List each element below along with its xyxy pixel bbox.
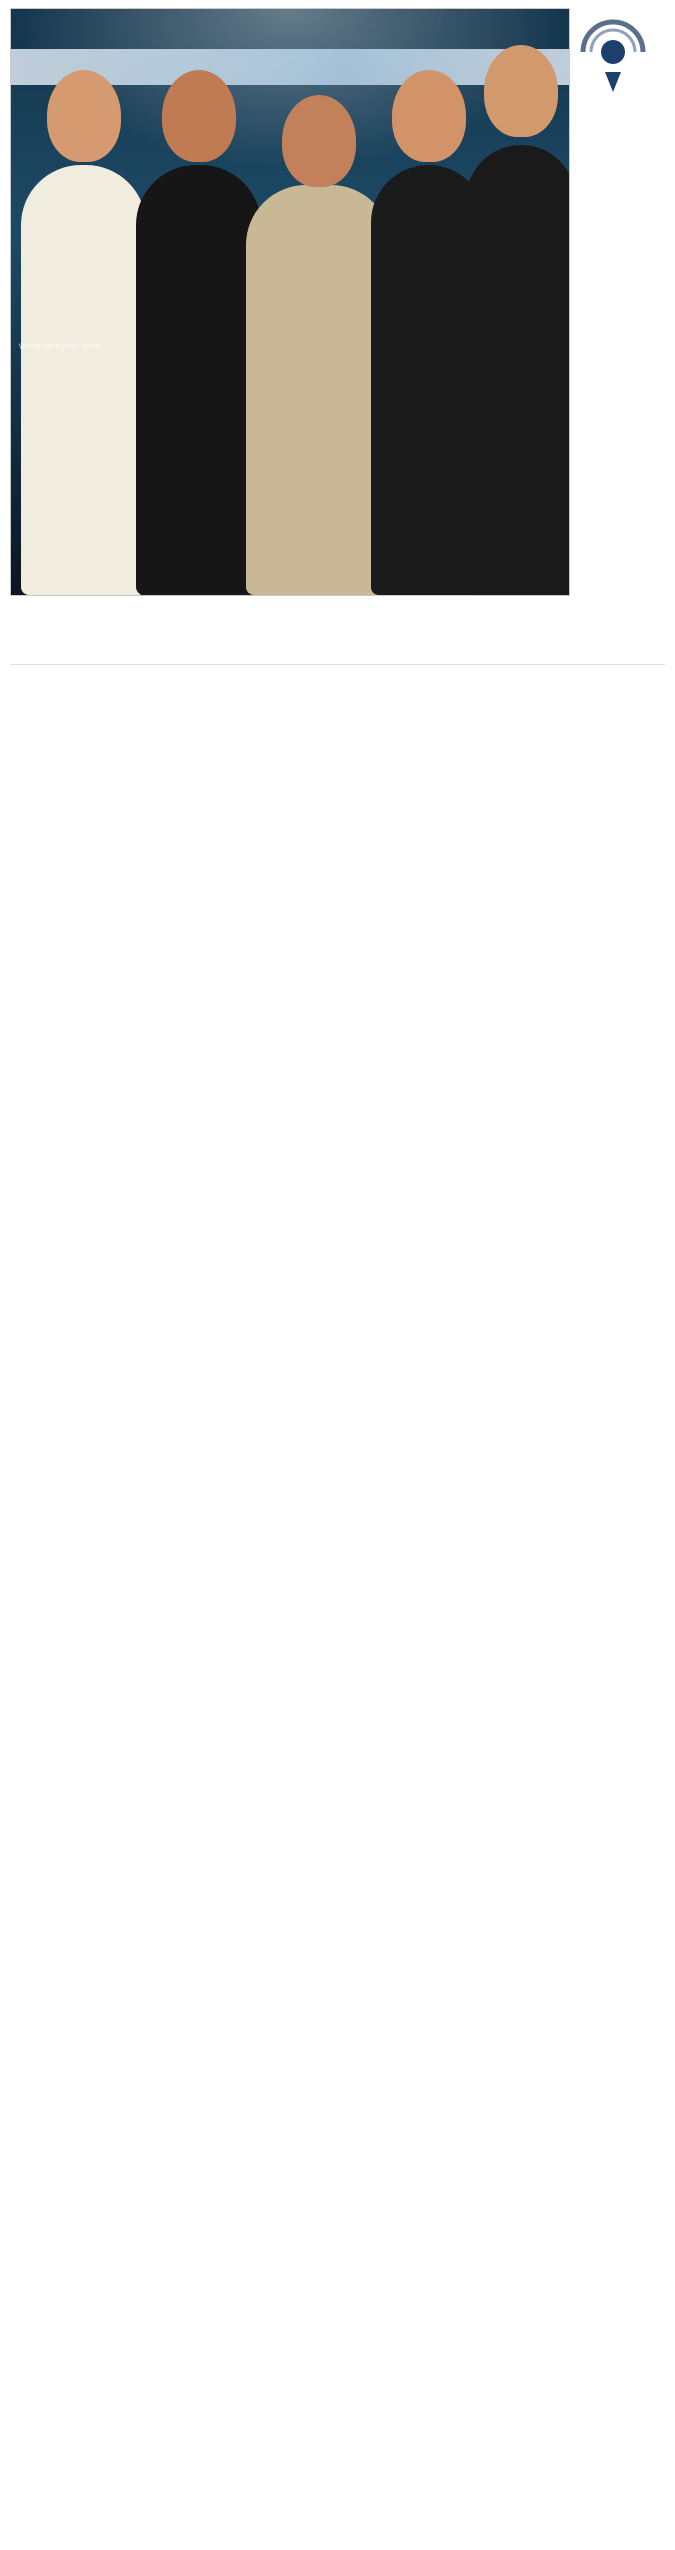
speaker-paragraph-list: [10, 671, 665, 977]
person-5: [466, 145, 570, 595]
article-intro: [10, 638, 665, 658]
photo-watermark: www.cinejosh.com: [19, 341, 102, 352]
speaker-paragraph: [10, 775, 665, 795]
article-title: [10, 606, 665, 632]
person-4-head: [392, 70, 466, 162]
speaker-paragraph: [10, 723, 665, 743]
speaker-paragraph: [10, 957, 665, 977]
speaker-paragraph: [10, 749, 665, 769]
article: [10, 606, 665, 977]
speaker-paragraph: [10, 879, 665, 899]
person-1-head: [47, 70, 121, 162]
header-row: [10, 8, 665, 596]
person-2: [136, 165, 261, 595]
speaker-paragraph: [10, 905, 665, 925]
person-5-head: [484, 45, 558, 137]
speaker-paragraph: [10, 697, 665, 717]
site-logo-icon[interactable]: [563, 8, 663, 98]
speaker-paragraph: [10, 801, 665, 821]
person-1: [21, 165, 146, 595]
person-2-head: [162, 70, 236, 162]
speaker-paragraph: [10, 827, 665, 847]
section-divider: [10, 664, 665, 665]
speaker-paragraph: [10, 931, 665, 951]
person-3: [246, 185, 391, 595]
speaker-paragraph: [10, 853, 665, 873]
person-3-head: [282, 95, 356, 187]
event-photo: [10, 8, 570, 596]
speaker-paragraph: [10, 671, 665, 691]
